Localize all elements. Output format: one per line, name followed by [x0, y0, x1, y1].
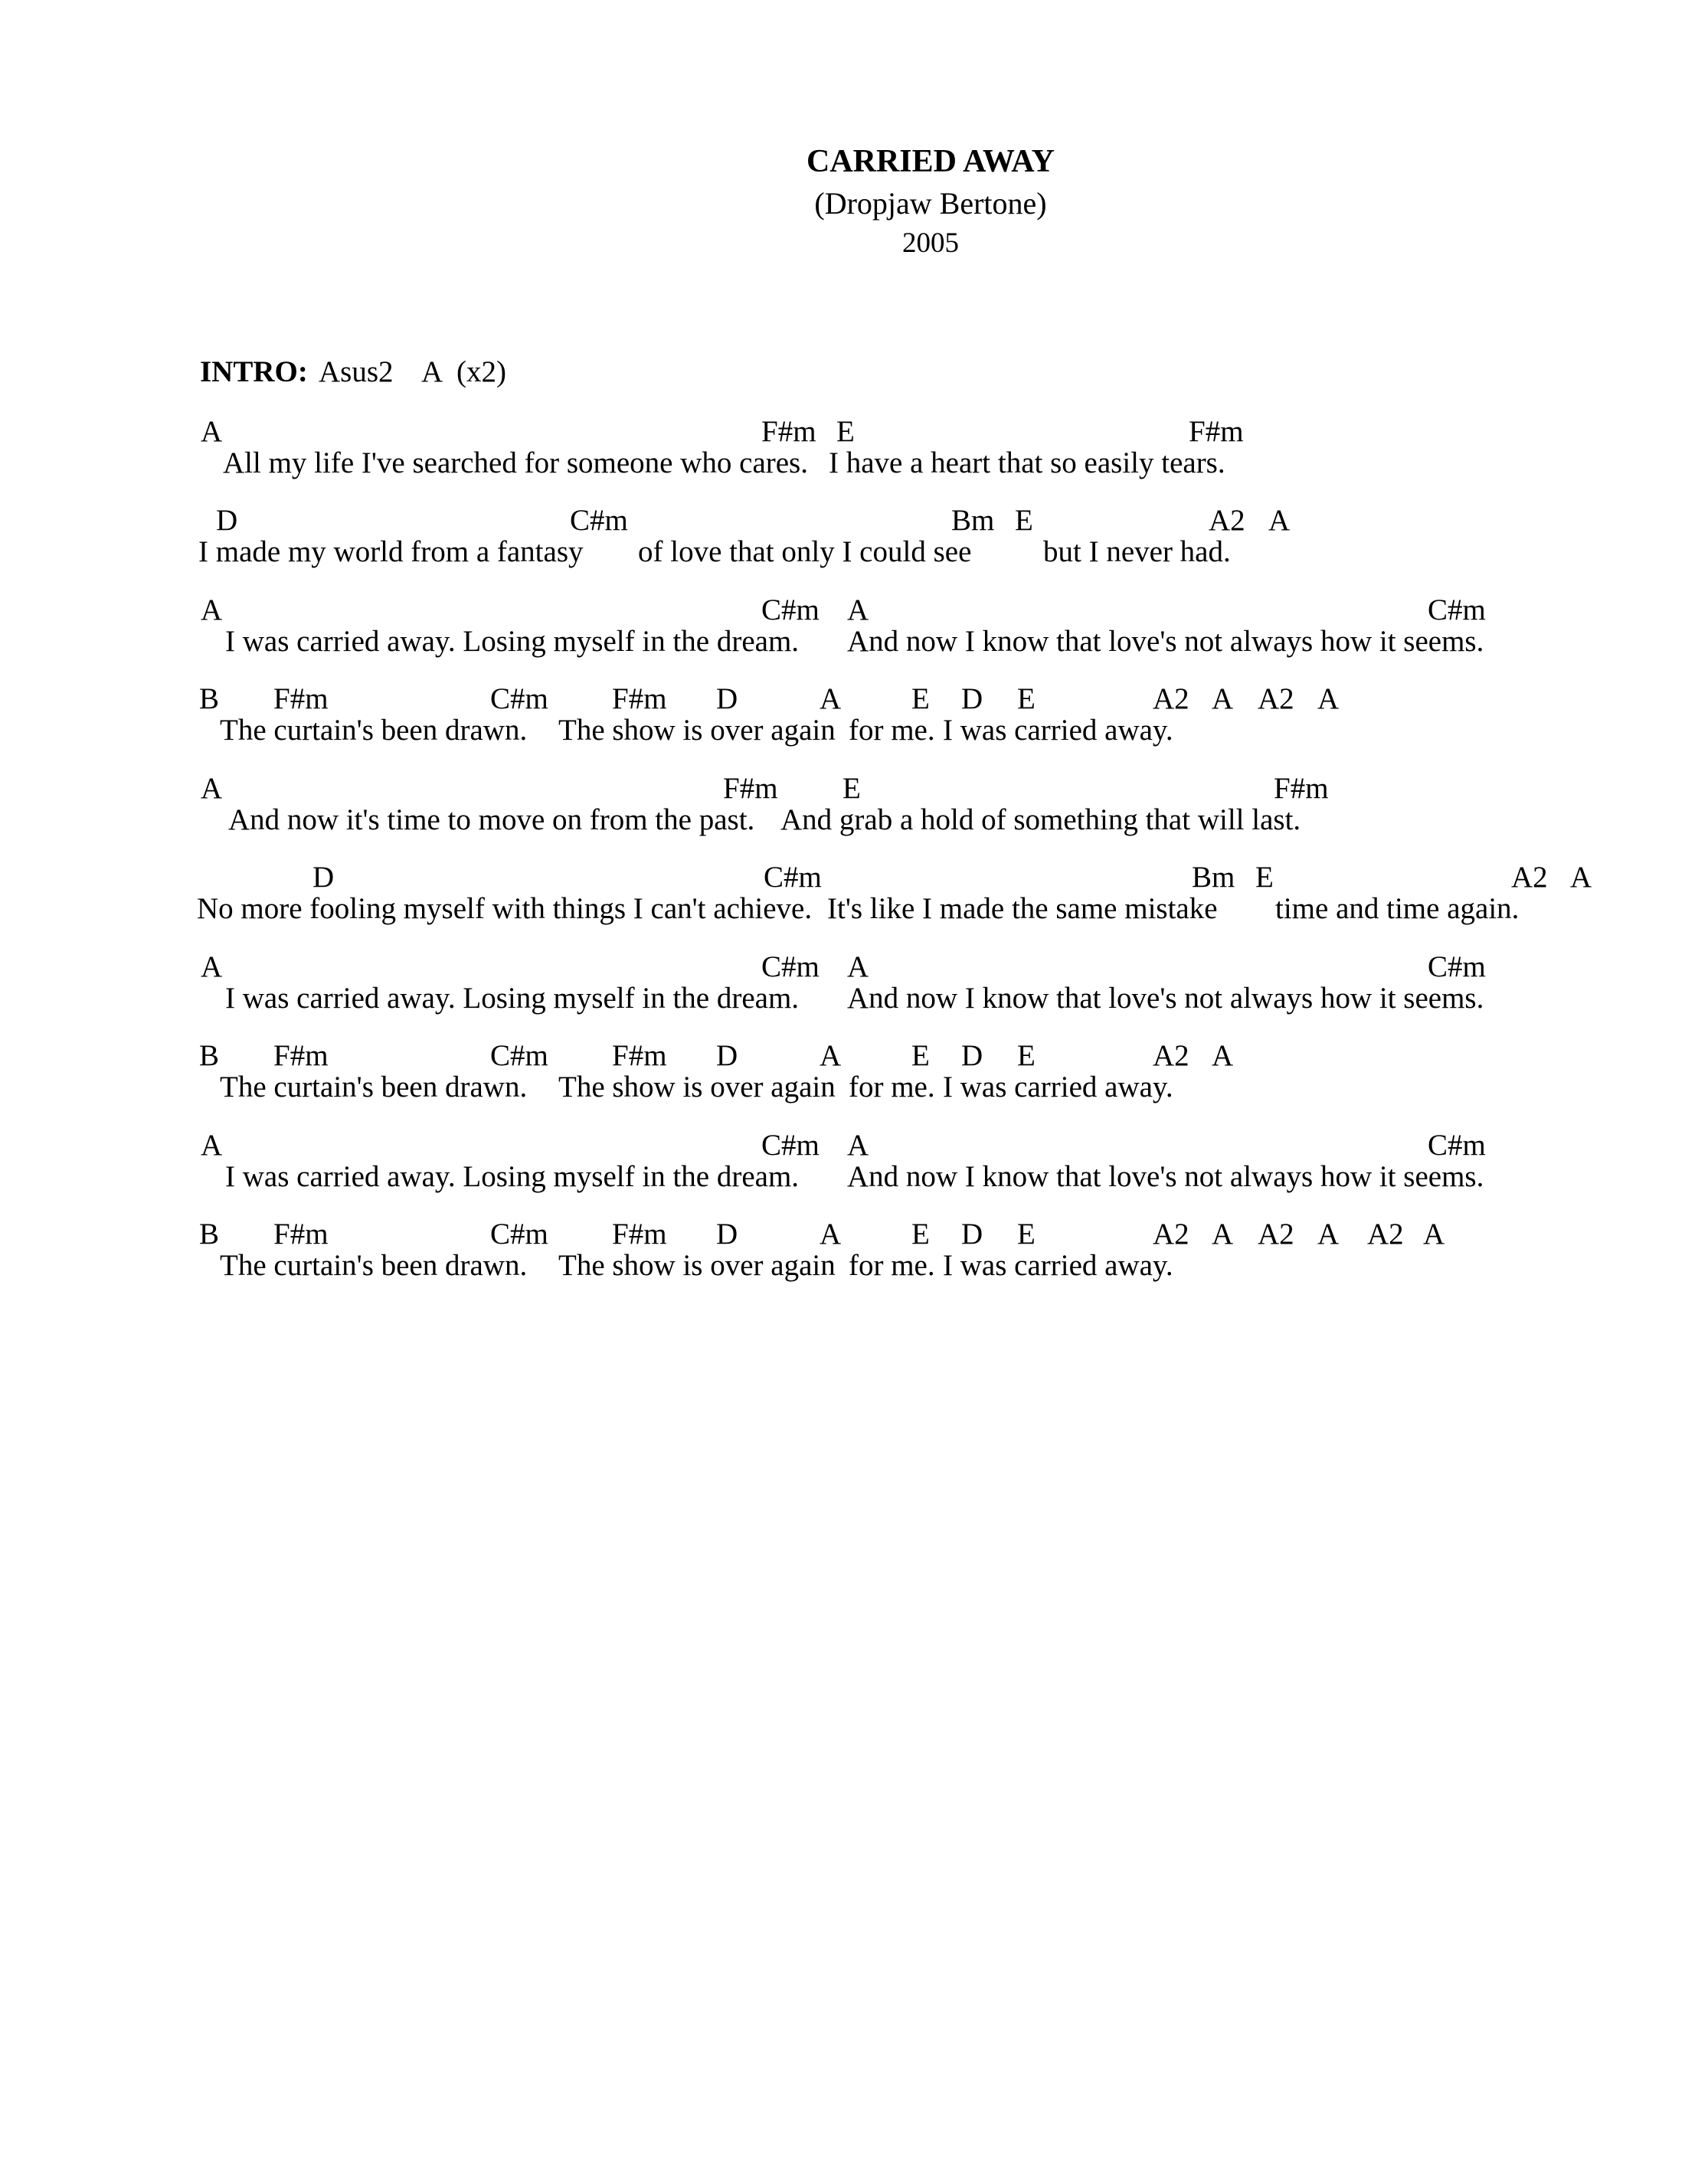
- chord: A: [847, 593, 869, 626]
- chord: A: [820, 682, 842, 715]
- chord: B: [199, 1218, 220, 1251]
- chord: D: [716, 1039, 738, 1072]
- chord: A2: [1153, 682, 1189, 715]
- chord: E: [1255, 861, 1274, 894]
- lyric-segment: All my life I've searched for someone who cares.: [223, 446, 808, 479]
- chord: C#m: [1428, 593, 1486, 626]
- lyric-segment: for me.: [849, 714, 935, 747]
- chord: Bm: [1192, 861, 1235, 894]
- chord: C#m: [490, 1039, 548, 1072]
- chord: F#m: [273, 1218, 329, 1251]
- chord: E: [911, 1039, 930, 1072]
- lyric-segment: The curtain's been drawn.: [220, 1249, 528, 1282]
- chord: F#m: [273, 682, 329, 715]
- chord: E: [836, 415, 855, 448]
- chord: C#m: [490, 682, 548, 715]
- chord: E: [1017, 1039, 1036, 1072]
- chord: A: [1317, 1218, 1340, 1251]
- chord: C#m: [761, 593, 820, 626]
- chord: F#m: [612, 1218, 667, 1251]
- page-title: CARRIED AWAY: [806, 144, 1055, 179]
- lyric-segment: for me.: [849, 1249, 935, 1282]
- chord: C#m: [570, 504, 628, 537]
- chord: D: [716, 1218, 738, 1251]
- chord: A: [201, 772, 223, 805]
- chord: E: [1017, 682, 1036, 715]
- chord: D: [961, 1218, 983, 1251]
- chord: B: [199, 1039, 220, 1072]
- chord: A: [201, 1129, 223, 1162]
- chord: A: [1570, 861, 1592, 894]
- lyric-segment: The curtain's been drawn.: [220, 714, 528, 747]
- chord: F#m: [761, 415, 816, 448]
- lyric-segment: And grab a hold of something that will last.: [780, 803, 1301, 836]
- chord: A2: [1153, 1218, 1189, 1251]
- lyric-segment: It's like I made the same mistake: [827, 892, 1218, 925]
- lyric-segment: of love that only I could see: [638, 535, 972, 568]
- lyric-segment: time and time again.: [1275, 892, 1520, 925]
- chord: E: [911, 1218, 930, 1251]
- chord: C#m: [761, 1129, 820, 1162]
- chord: A: [201, 950, 223, 983]
- lyric-segment: And now I know that love's not always how it seems.: [847, 982, 1484, 1015]
- lyric-segment: I was carried away. Losing myself in the dream.: [225, 982, 800, 1015]
- chord: D: [961, 682, 983, 715]
- lyric-segment: I have a heart that so easily tears.: [829, 446, 1225, 479]
- intro-chord: (x2): [456, 355, 506, 388]
- chord: D: [216, 504, 238, 537]
- chord: E: [1015, 504, 1033, 537]
- chord: E: [1017, 1218, 1036, 1251]
- lyric-segment: And now it's time to move on from the past.: [228, 803, 755, 836]
- lyric-segment: The curtain's been drawn.: [220, 1071, 528, 1103]
- chord: Bm: [951, 504, 995, 537]
- chord: F#m: [1189, 415, 1244, 448]
- chord: D: [961, 1039, 983, 1072]
- chord: A: [1317, 682, 1340, 715]
- lyric-segment: I made my world from a fantasy: [198, 535, 584, 568]
- chord: F#m: [612, 682, 667, 715]
- chord: A: [1212, 682, 1234, 715]
- chord: F#m: [1274, 772, 1329, 805]
- chord: A: [847, 1129, 869, 1162]
- chord: A: [201, 593, 223, 626]
- chord: F#m: [723, 772, 778, 805]
- intro-chord: A: [421, 355, 443, 388]
- intro-chord: Asus2: [319, 355, 394, 388]
- artist-line: (Dropjaw Bertone): [814, 186, 1047, 221]
- lyric-segment: I was carried away.: [943, 1249, 1173, 1282]
- chord: C#m: [761, 950, 820, 983]
- lyric-segment: And now I know that love's not always how it seems.: [847, 625, 1484, 658]
- lyric-segment: for me.: [849, 1071, 935, 1103]
- lyric-segment: The show is over again: [558, 1071, 836, 1103]
- chord: C#m: [764, 861, 822, 894]
- intro-label: INTRO:: [200, 355, 308, 388]
- chord: A: [820, 1039, 842, 1072]
- chord: A2: [1367, 1218, 1404, 1251]
- chord: C#m: [1428, 950, 1486, 983]
- year-line: 2005: [902, 227, 959, 259]
- lyric-segment: The show is over again: [558, 714, 836, 747]
- lyric-segment: I was carried away.: [943, 1071, 1173, 1103]
- chord: A: [1423, 1218, 1445, 1251]
- lyric-segment: I was carried away.: [943, 714, 1173, 747]
- lyric-segment: The show is over again: [558, 1249, 836, 1282]
- chord: A2: [1258, 682, 1294, 715]
- lyric-segment: And now I know that love's not always how it seems.: [847, 1160, 1484, 1193]
- chord: C#m: [1428, 1129, 1486, 1162]
- chord: A2: [1209, 504, 1245, 537]
- chord: A: [201, 415, 223, 448]
- chord: A: [1212, 1218, 1234, 1251]
- chord: F#m: [612, 1039, 667, 1072]
- chord: F#m: [273, 1039, 329, 1072]
- chord: A2: [1153, 1039, 1189, 1072]
- lyric-segment: I was carried away. Losing myself in the dream.: [225, 625, 800, 658]
- lyric-segment: No more fooling myself with things I can't achieve.: [197, 892, 813, 925]
- chord: A2: [1511, 861, 1548, 894]
- chord: A2: [1258, 1218, 1294, 1251]
- chord: A: [1212, 1039, 1234, 1072]
- lyric-segment: but I never had.: [1043, 535, 1231, 568]
- chord: A: [1268, 504, 1291, 537]
- chord: D: [716, 682, 738, 715]
- chord: E: [842, 772, 861, 805]
- chord: B: [199, 682, 220, 715]
- chord: E: [911, 682, 930, 715]
- chord: A: [847, 950, 869, 983]
- chord: D: [312, 861, 335, 894]
- chord: C#m: [490, 1218, 548, 1251]
- chord: A: [820, 1218, 842, 1251]
- lyric-segment: I was carried away. Losing myself in the dream.: [225, 1160, 800, 1193]
